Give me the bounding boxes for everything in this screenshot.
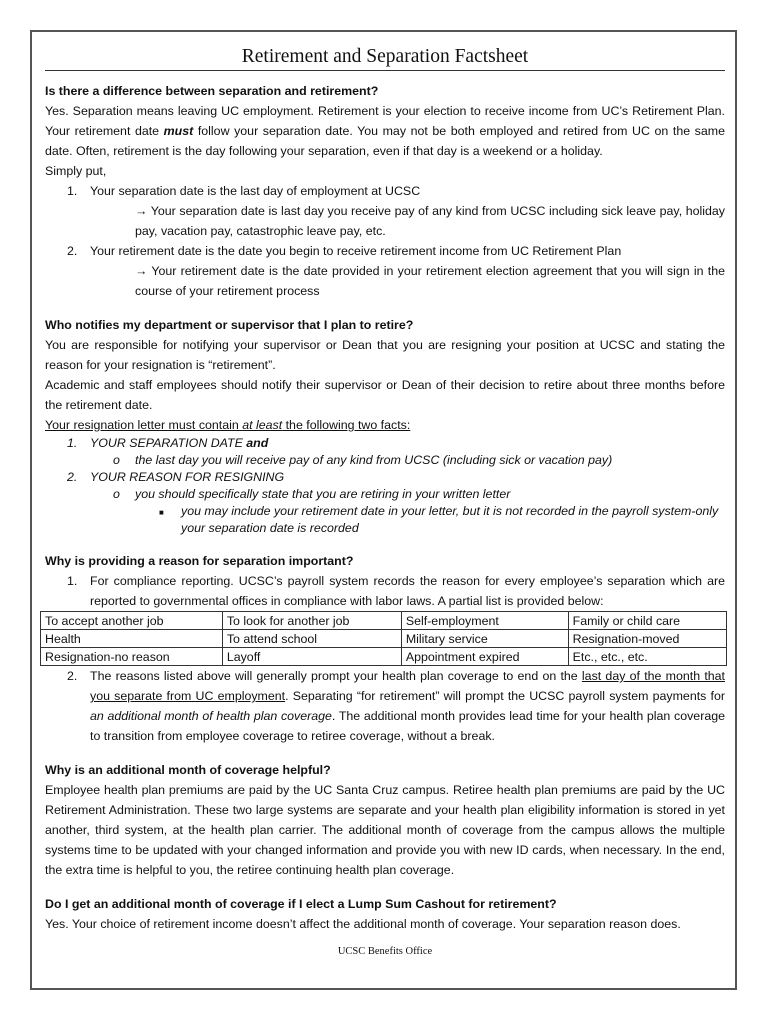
paragraph: Simply put, [45,164,107,178]
table-row [41,612,727,630]
emphasis: must [163,124,194,138]
table-cell: Appointment expired [401,648,568,666]
paragraph: You are responsible for notifying your supervisor or Dean that you are resigning your position at UCSC and stating the reason for your resignation is “retirement”. [45,338,725,372]
table-cell: Self-employment [401,612,568,630]
emphasis: and [246,436,269,450]
paragraph [45,415,725,435]
list-text: . Separating “for retirement” will prompt the UCSC payroll system payments for [285,689,725,703]
underlined-text: last day of the month that you separate from UC employment [90,669,725,703]
separation-reasons-table [40,611,727,666]
table-cell: Resignation-no reason [41,648,223,666]
list-item [45,241,725,261]
list-number: 1. [67,184,78,198]
square-bullet-icon: ■ [159,508,164,517]
list-text: YOUR SEPARATION DATE [90,436,247,450]
footer: UCSC Benefits Office [337,946,433,957]
list-text: The reasons listed above will generally prompt your health plan coverage to end on the [90,669,582,683]
question-separation-vs-retirement: Is there a difference between separation and retirement? [45,84,379,98]
question-lump-sum: Do I get an additional month of coverage if I elect a Lump Sum Cashout for retirement? [45,897,557,911]
question-additional-month: Why is an additional month of coverage helpful? [45,763,331,777]
table-cell: Etc., etc., etc. [568,648,726,666]
list-number: 1. [67,574,78,588]
emphasis: at least [242,418,283,432]
table-cell: Health [41,630,223,648]
table-cell: To look for another job [222,612,401,630]
list-item [45,181,725,201]
spacer [45,537,725,551]
list-number: 1. [67,436,78,450]
table-cell: Family or child care [568,612,726,630]
paragraph: Academic and staff employees should notify their supervisor or Dean of their decision to retire about three months before the retirement date. [45,378,725,412]
emphasis: an additional month of health plan coverage [90,709,332,723]
spacer [45,301,725,315]
table-cell: Layoff [222,648,401,666]
list-subitem: → Your retirement date is the date provided in your retirement election agreement that you will sign in the course of your retirement process [135,264,725,298]
list-subsubitem [45,503,725,537]
table-cell: To accept another job [41,612,223,630]
text: follow your separation date. You may not be both employed and retired from UC on the same date. Often, retirement is the day following your separation, even if that day is a weekend or a holiday. [45,124,725,158]
list-subitem: → Your separation date is last day you receive pay of any kind from UCSC including sick leave pay, holiday pay, vacation pay, catastrophic leave pay, etc. [135,204,725,238]
text: Yes. Separation means leaving UC employment. Retirement is your election to receive income from UC’s Retirement Plan. Your retirement date [45,104,725,138]
list-item [45,666,725,746]
document-body [45,44,725,962]
list-item [45,469,725,486]
text: Your resignation letter must contain [45,418,243,432]
list-text: you may include your retirement date in your letter, but it is not recorded in the payroll system-only your separation date is recorded [181,504,719,535]
question-who-notifies: Who notifies my department or supervisor that I plan to retire? [45,318,414,332]
spacer [45,880,725,894]
paragraph: Employee health plan premiums are paid by the UC Santa Cruz campus. Retiree health plan premiums are paid by the UC Retirement Administration. These two large systems are separate and your health plan eligibility information is stored in yet another, third system, at the health plan carrier. The additional month of coverage from the campus allows the multiple systems time to be updated with your changed information and provide you with new ID cards, when necessary. In the end, the extra time is helpful to you, the retiree continuing health plan coverage. [45,783,725,877]
table-row [41,648,727,666]
text: the following two facts: [282,418,411,432]
list-number: 2. [67,244,78,258]
list-text: YOUR REASON FOR RESIGNING [90,470,285,484]
bullet: o [113,453,120,467]
paragraph: Yes. Your choice of retirement income doesn’t affect the additional month of coverage. Your separation reason does. [45,917,681,931]
list-number: 2. [67,470,78,484]
list-item [45,435,725,452]
table-row [41,630,727,648]
list-text: . The additional month provides lead time for your health plan coverage to transition from employee coverage to retiree coverage, without a break. [90,709,725,743]
list-text: Your separation date is the last day of employment at UCSC [90,184,421,198]
list-subitem [45,486,725,503]
question-why-reason: Why is providing a reason for separation important? [45,554,354,568]
paragraph [45,101,725,161]
page-title: Retirement and Separation Factsheet [45,44,725,71]
list-subitem [45,452,725,469]
list-text: you should specifically state that you are retiring in your written letter [135,487,511,501]
spacer [45,746,725,760]
list-item [45,571,725,611]
table-cell: Resignation-moved [568,630,726,648]
list-number: 2. [67,669,78,683]
table-cell: To attend school [222,630,401,648]
list-text: Your retirement date is the date you begin to receive retirement income from UC Retirement Plan [90,244,622,258]
list-text: For compliance reporting. UCSC’s payroll system records the reason for every employee’s separation which are reported to governmental offices in compliance with labor laws. A partial list is provided below: [90,574,725,608]
table-cell: Military service [401,630,568,648]
bullet: o [113,487,120,501]
list-text: the last day you will receive pay of any kind from UCSC (including sick or vacation pay) [135,453,613,467]
